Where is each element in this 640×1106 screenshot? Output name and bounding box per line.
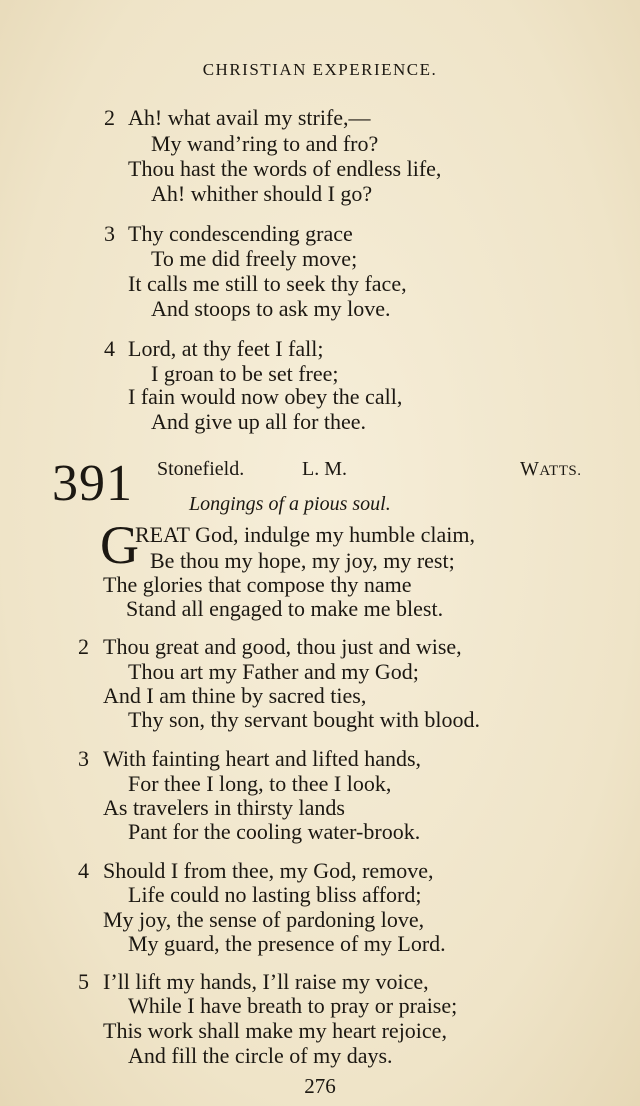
verse-line: The glories that compose thy name xyxy=(103,572,412,597)
verse-line: My wand’ring to and fro? xyxy=(151,131,379,156)
verse-number: 4 xyxy=(104,336,115,361)
drop-cap: G xyxy=(100,515,139,575)
verse-line: For thee I long, to thee I look, xyxy=(128,771,392,796)
verse-line: While I have breath to pray or praise; xyxy=(128,993,458,1018)
verse-line: Thou great and good, thou just and wise, xyxy=(103,634,462,659)
verse-line: It calls me still to seek thy face, xyxy=(128,271,407,296)
verse-line: And fill the circle of my days. xyxy=(128,1043,393,1068)
verse-line: Lord, at thy feet I fall; xyxy=(128,336,324,361)
verse-line: Stand all engaged to make me blest. xyxy=(126,596,444,621)
verse-line: Thou hast the words of endless life, xyxy=(128,156,442,181)
verse-line: Be thou my hope, my joy, my rest; xyxy=(150,548,455,573)
verse-line: Thy condescending grace xyxy=(128,221,353,246)
hymn-subtitle: Longings of a pious soul. xyxy=(189,493,391,515)
verse-line: I’ll lift my hands, I’ll raise my voice, xyxy=(103,969,429,994)
verse-line: Life could no lasting bliss afford; xyxy=(128,882,422,907)
verse-number: 3 xyxy=(104,221,115,246)
hymn-number: 391 xyxy=(52,455,133,512)
verse-line: Thou art my Father and my God; xyxy=(128,659,419,684)
verse-line: REAT God, indulge my humble claim, xyxy=(135,522,475,547)
verse-number: 3 xyxy=(78,746,89,771)
verse-line: I fain would now obey the call, xyxy=(128,384,403,409)
verse-line: And give up all for thee. xyxy=(151,409,367,434)
author-rest: ATTS. xyxy=(539,463,582,479)
verse-number: 4 xyxy=(78,858,89,883)
author xyxy=(520,458,581,481)
verse-line: I groan to be set free; xyxy=(151,361,339,386)
verse-line: And I am thine by sacred ties, xyxy=(103,683,367,708)
verse-line: Thy son, thy servant bought with blood. xyxy=(128,707,480,732)
verse-number: 2 xyxy=(104,105,115,130)
verse-number: 2 xyxy=(78,634,89,659)
verse-line: With fainting heart and lifted hands, xyxy=(103,746,422,771)
verse-line: To me did freely move; xyxy=(151,246,358,271)
page-number: 276 xyxy=(304,1074,336,1098)
verse-line: This work shall make my heart rejoice, xyxy=(103,1018,447,1043)
running-head: CHRISTIAN EXPERIENCE. xyxy=(202,60,438,79)
verse-number: 5 xyxy=(78,969,89,994)
verse-line: Ah! whither should I go? xyxy=(151,181,373,206)
verse-line: And stoops to ask my love. xyxy=(151,296,391,321)
verse-line: Pant for the cooling water-brook. xyxy=(128,819,421,844)
verse-line: My guard, the presence of my Lord. xyxy=(128,931,446,956)
verse-line: As travelers in thirsty lands xyxy=(103,795,345,820)
tune-name: Stonefield. xyxy=(157,458,245,480)
verse-line: My joy, the sense of pardoning love, xyxy=(103,907,425,932)
meter: L. M. xyxy=(302,458,347,480)
author-initial: W xyxy=(520,458,540,480)
verse-line: Should I from thee, my God, remove, xyxy=(103,858,434,883)
verse-line: Ah! what avail my strife,— xyxy=(128,105,371,130)
